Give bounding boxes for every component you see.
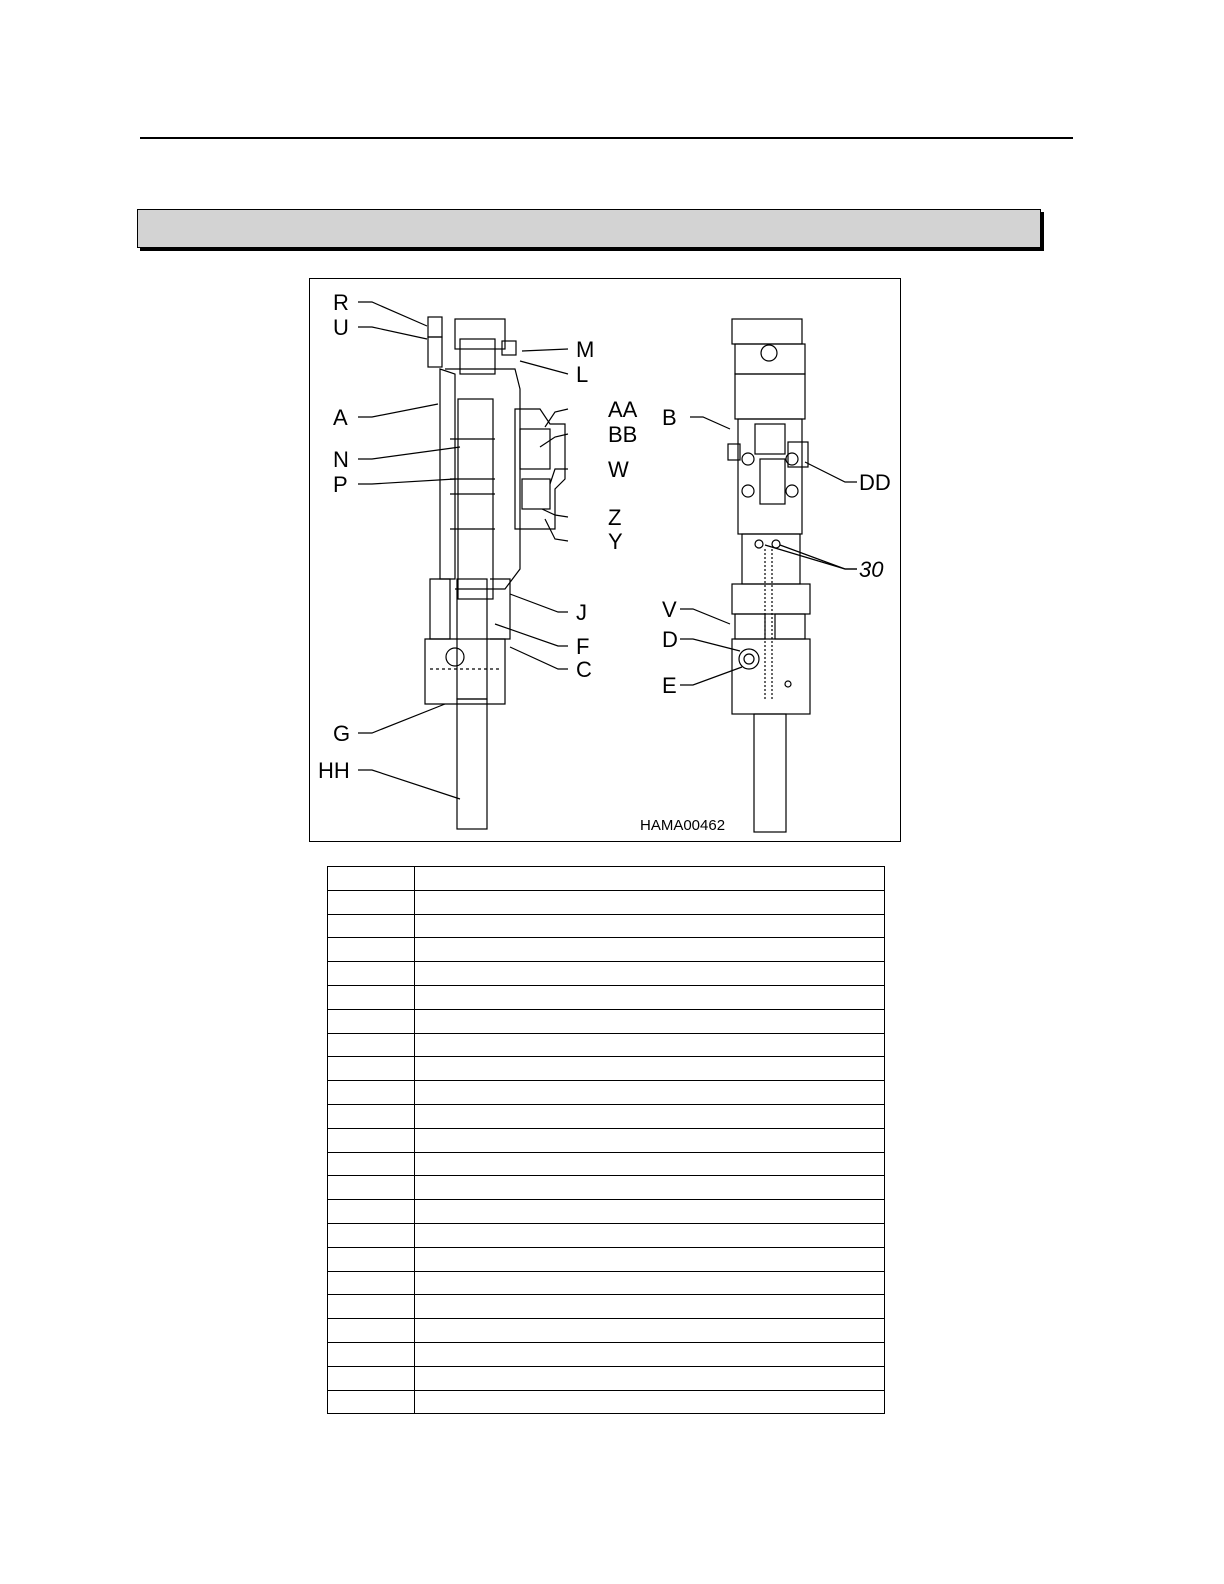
callout-w: W <box>608 457 629 482</box>
legend-key-cell <box>328 1057 415 1081</box>
legend-key-cell <box>328 1176 415 1200</box>
table-row <box>328 1200 885 1224</box>
legend-key-cell <box>328 985 415 1009</box>
lower-housing <box>425 639 505 704</box>
legend-description-cell <box>415 1342 885 1366</box>
legend-description-cell <box>415 867 885 891</box>
figure-id: HAMA00462 <box>640 817 726 834</box>
legend-description-cell <box>415 1033 885 1057</box>
table-row <box>328 985 885 1009</box>
callout-hh: HH <box>318 758 350 783</box>
callout-bb: BB <box>608 422 638 447</box>
main-shaft <box>458 399 493 599</box>
legend-key-cell <box>328 1295 415 1319</box>
legend-description-cell <box>415 1271 885 1295</box>
table-row <box>328 1009 885 1033</box>
table-row <box>328 1057 885 1081</box>
callout-d: D <box>662 627 678 652</box>
legend-key-cell <box>328 1081 415 1105</box>
legend-key-cell <box>328 890 415 914</box>
housing-v <box>732 584 810 614</box>
tool-shank-right <box>754 714 786 832</box>
legend-key-cell <box>328 962 415 986</box>
table-row <box>328 962 885 986</box>
legend-key-cell <box>328 1366 415 1390</box>
legend-key-cell <box>328 1009 415 1033</box>
diagram-drawing <box>310 279 902 843</box>
callout-v: V <box>662 597 677 622</box>
legend-description-cell <box>415 1104 885 1128</box>
table-row <box>328 914 885 938</box>
legend-description-cell <box>415 1081 885 1105</box>
callout-f: F <box>576 634 590 659</box>
table-row <box>328 1247 885 1271</box>
legend-key-cell <box>328 1247 415 1271</box>
callout-r: R <box>333 290 349 315</box>
legend-key-cell <box>328 1128 415 1152</box>
callout-b: B <box>662 405 677 430</box>
legend-key-cell <box>328 1223 415 1247</box>
table-row <box>328 1366 885 1390</box>
legend-description-cell <box>415 1295 885 1319</box>
valve-block <box>738 419 802 534</box>
callout-g: G <box>333 721 351 746</box>
table-row <box>328 1176 885 1200</box>
legend-description-cell <box>415 1223 885 1247</box>
legend-description-cell <box>415 985 885 1009</box>
legend-key-cell <box>328 1200 415 1224</box>
callout-l: L <box>576 362 589 387</box>
legend-key-cell <box>328 914 415 938</box>
legend-description-cell <box>415 1152 885 1176</box>
table-row <box>328 1295 885 1319</box>
legend-description-cell <box>415 890 885 914</box>
callout-y: Y <box>608 529 623 554</box>
callout-c: C <box>576 657 592 682</box>
legend-key-cell <box>328 1271 415 1295</box>
table-row <box>328 1223 885 1247</box>
top-cap-left <box>455 319 505 349</box>
table-row <box>328 1104 885 1128</box>
legend-description-cell <box>415 914 885 938</box>
callout-u: U <box>333 315 349 340</box>
legend-description-cell <box>415 938 885 962</box>
legend-description-cell <box>415 1200 885 1224</box>
callout-30: 30 <box>859 557 884 582</box>
callout-n: N <box>333 447 349 472</box>
table-row <box>328 1152 885 1176</box>
section-heading-bar <box>137 209 1041 248</box>
legend-body <box>328 867 885 1414</box>
callout-m: M <box>576 337 595 362</box>
table-row <box>328 1033 885 1057</box>
table-row <box>328 938 885 962</box>
legend-key-cell <box>328 1342 415 1366</box>
legend-description-cell <box>415 1176 885 1200</box>
legend-key-cell <box>328 938 415 962</box>
legend-description-cell <box>415 1390 885 1414</box>
exploded-diagram-figure <box>309 278 901 842</box>
table-row <box>328 867 885 891</box>
callout-a: A <box>333 405 348 430</box>
callout-j: J <box>576 600 587 625</box>
legend-description-cell <box>415 1319 885 1343</box>
legend-description-cell <box>415 962 885 986</box>
table-row <box>328 1128 885 1152</box>
legend-key-cell <box>328 1033 415 1057</box>
legend-description-cell <box>415 1057 885 1081</box>
legend-description-cell <box>415 1247 885 1271</box>
legend-description-cell <box>415 1128 885 1152</box>
callout-p: P <box>333 472 348 497</box>
legend-description-cell <box>415 1366 885 1390</box>
legend-key-cell <box>328 1152 415 1176</box>
table-row <box>328 1319 885 1343</box>
table-row <box>328 1342 885 1366</box>
table-row <box>328 890 885 914</box>
parts-legend-table <box>327 866 885 1414</box>
callout-aa: AA <box>608 397 638 422</box>
table-row <box>328 1081 885 1105</box>
fitting-r <box>428 317 442 337</box>
table-row <box>328 1390 885 1414</box>
top-cap-right <box>732 319 802 344</box>
legend-description-cell <box>415 1009 885 1033</box>
table-row <box>328 1271 885 1295</box>
legend-key-cell <box>328 867 415 891</box>
callout-e: E <box>662 673 677 698</box>
callout-z: Z <box>608 505 622 530</box>
plug-d <box>739 649 759 669</box>
callout-dd: DD <box>859 470 891 495</box>
legend-key-cell <box>328 1319 415 1343</box>
legend-key-cell <box>328 1104 415 1128</box>
header-rule <box>140 137 1073 139</box>
tool-shank-hh <box>457 699 487 829</box>
legend-key-cell <box>328 1390 415 1414</box>
